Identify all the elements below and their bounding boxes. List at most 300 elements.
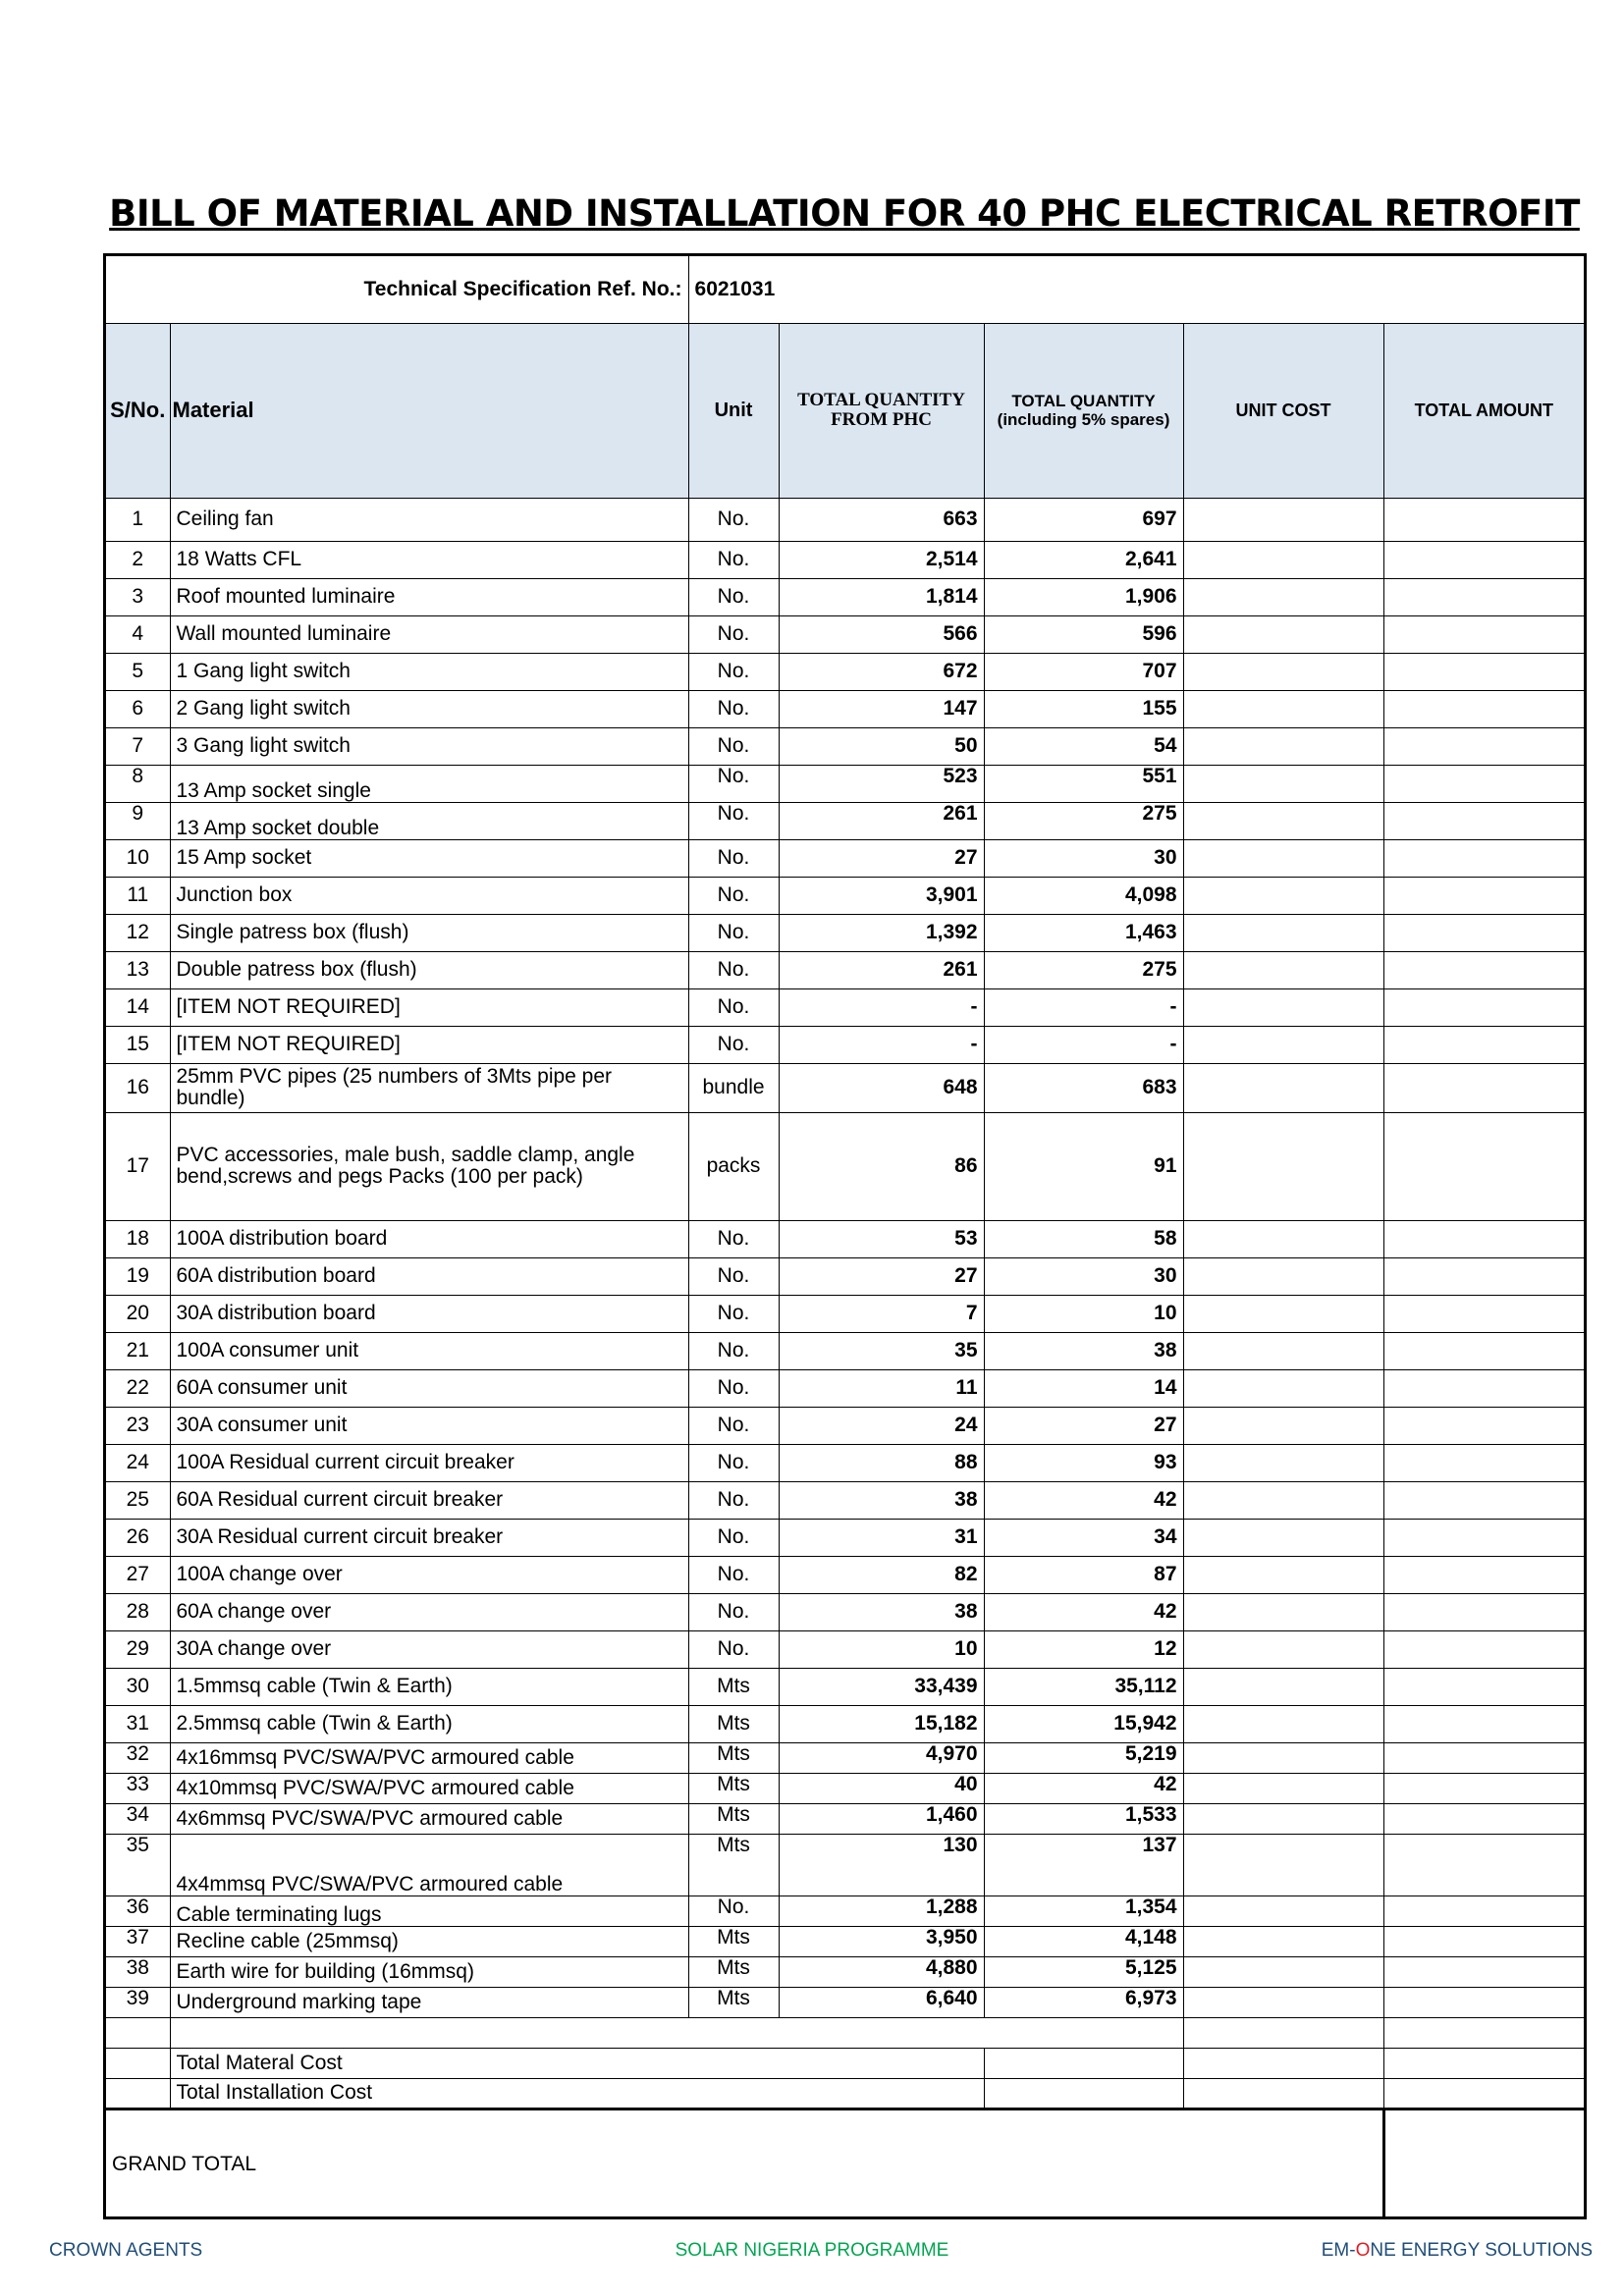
row-unit: packs xyxy=(688,1112,779,1220)
spec-row xyxy=(106,256,1584,323)
row-material: 13 Amp socket double xyxy=(170,802,688,839)
row-sn: 4 xyxy=(106,615,170,653)
row-unit-cost-empty xyxy=(1183,914,1383,951)
row-unit-cost-empty xyxy=(1183,1112,1383,1220)
row-qty-spares: 697 xyxy=(984,498,1183,541)
table-row xyxy=(106,1407,1584,1444)
row-unit-cost-empty xyxy=(1183,1332,1383,1369)
table-row xyxy=(106,1295,1584,1332)
table-row xyxy=(106,1926,1584,1956)
row-total-amount-empty xyxy=(1383,765,1584,802)
row-unit-cost-empty xyxy=(1183,1987,1383,2017)
row-unit: Mts xyxy=(688,1834,779,1896)
row-unit: Mts xyxy=(688,1956,779,1987)
row-total-amount-empty xyxy=(1383,1896,1584,1926)
row-qty-spares: 35,112 xyxy=(984,1668,1183,1705)
row-material: Earth wire for building (16mmsq) xyxy=(170,1956,688,1987)
row-total-amount-empty xyxy=(1383,727,1584,765)
row-sn: 39 xyxy=(106,1987,170,2017)
row-unit-cost-empty xyxy=(1183,765,1383,802)
footer-solar-nigeria: SOLAR NIGERIA PROGRAMME xyxy=(675,2240,949,2261)
row-qty-phc: 10 xyxy=(779,1630,984,1668)
row-qty-spares: 683 xyxy=(984,1063,1183,1112)
row-sn: 25 xyxy=(106,1481,170,1519)
row-unit-cost-empty xyxy=(1183,541,1383,578)
row-material: PVC accessories, male bush, saddle clamp, angle bend,screws and pegs Packs (100 per pack) xyxy=(170,1112,688,1220)
row-total-amount-empty xyxy=(1383,1519,1584,1556)
row-qty-phc: 3,950 xyxy=(779,1926,984,1956)
header-qty-spares-line1: TOTAL QUANTITY xyxy=(1011,392,1156,410)
row-qty-spares: 551 xyxy=(984,765,1183,802)
row-sn: 35 xyxy=(106,1834,170,1896)
row-qty-spares: 34 xyxy=(984,1519,1183,1556)
table-row xyxy=(106,1556,1584,1593)
total-qty-empty xyxy=(984,2078,1183,2109)
table-row xyxy=(106,1956,1584,1987)
table-row xyxy=(106,1220,1584,1257)
row-sn: 26 xyxy=(106,1519,170,1556)
table-row xyxy=(106,1369,1584,1407)
row-unit: No. xyxy=(688,578,779,615)
row-material: Junction box xyxy=(170,877,688,914)
blank-cost xyxy=(1183,2017,1383,2048)
row-material: 18 Watts CFL xyxy=(170,541,688,578)
row-qty-spares: 27 xyxy=(984,1407,1183,1444)
row-qty-phc: 4,970 xyxy=(779,1742,984,1773)
row-total-amount-empty xyxy=(1383,541,1584,578)
row-unit: No. xyxy=(688,765,779,802)
table-row xyxy=(106,541,1584,578)
row-unit: Mts xyxy=(688,1668,779,1705)
row-material: Roof mounted luminaire xyxy=(170,578,688,615)
row-total-amount-empty xyxy=(1383,690,1584,727)
row-total-amount-empty xyxy=(1383,802,1584,839)
row-unit: Mts xyxy=(688,1987,779,2017)
table-row xyxy=(106,1668,1584,1705)
table-row xyxy=(106,1742,1584,1773)
row-material: 13 Amp socket single xyxy=(170,765,688,802)
header-unit-label: Unit xyxy=(714,400,753,421)
row-qty-spares: 10 xyxy=(984,1295,1183,1332)
row-unit-cost-empty xyxy=(1183,1956,1383,1987)
table-row xyxy=(106,690,1584,727)
row-material: 2 Gang light switch xyxy=(170,690,688,727)
row-sn: 7 xyxy=(106,727,170,765)
row-unit: No. xyxy=(688,877,779,914)
row-sn: 12 xyxy=(106,914,170,951)
row-qty-phc: 4,880 xyxy=(779,1956,984,1987)
grand-total-value-empty xyxy=(1383,2109,1584,2218)
table-row xyxy=(106,1773,1584,1803)
header-qty-phc-line2: FROM PHC xyxy=(831,409,932,430)
row-material: 15 Amp socket xyxy=(170,839,688,877)
spec-value: 6021031 xyxy=(688,256,1584,323)
row-qty-spares: 5,219 xyxy=(984,1742,1183,1773)
row-qty-spares: 15,942 xyxy=(984,1705,1183,1742)
table-row xyxy=(106,802,1584,839)
table-row xyxy=(106,1519,1584,1556)
row-total-amount-empty xyxy=(1383,1369,1584,1407)
row-material: 4x6mmsq PVC/SWA/PVC armoured cable xyxy=(170,1803,688,1834)
row-material: Ceiling fan xyxy=(170,498,688,541)
row-unit-cost-empty xyxy=(1183,578,1383,615)
row-sn: 2 xyxy=(106,541,170,578)
total-label: Total Installation Cost xyxy=(170,2078,984,2109)
row-total-amount-empty xyxy=(1383,1834,1584,1896)
table-row xyxy=(106,1705,1584,1742)
row-qty-spares: - xyxy=(984,988,1183,1026)
footer-em-prefix: EM- xyxy=(1321,2240,1356,2261)
row-total-amount-empty xyxy=(1383,1481,1584,1519)
row-qty-spares: 4,098 xyxy=(984,877,1183,914)
row-qty-phc: 38 xyxy=(779,1481,984,1519)
row-sn: 28 xyxy=(106,1593,170,1630)
row-unit: No. xyxy=(688,1630,779,1668)
header-unit-cost: UNIT COST xyxy=(1183,323,1383,498)
row-material: 30A change over xyxy=(170,1630,688,1668)
row-unit-cost-empty xyxy=(1183,1257,1383,1295)
row-qty-spares: 4,148 xyxy=(984,1926,1183,1956)
row-unit: No. xyxy=(688,1444,779,1481)
row-qty-spares: 5,125 xyxy=(984,1956,1183,1987)
table-row xyxy=(106,951,1584,988)
row-material: 1.5mmsq cable (Twin & Earth) xyxy=(170,1668,688,1705)
row-unit-cost-empty xyxy=(1183,1220,1383,1257)
row-total-amount-empty xyxy=(1383,1593,1584,1630)
row-sn: 33 xyxy=(106,1773,170,1803)
row-unit-cost-empty xyxy=(1183,1026,1383,1063)
row-total-amount-empty xyxy=(1383,1444,1584,1481)
row-qty-phc: 261 xyxy=(779,802,984,839)
row-unit: No. xyxy=(688,914,779,951)
row-unit-cost-empty xyxy=(1183,877,1383,914)
row-total-amount-empty xyxy=(1383,1332,1584,1369)
row-sn: 20 xyxy=(106,1295,170,1332)
table-row xyxy=(106,653,1584,690)
row-qty-phc: 50 xyxy=(779,727,984,765)
row-unit: No. xyxy=(688,988,779,1026)
table-row xyxy=(106,727,1584,765)
row-unit-cost-empty xyxy=(1183,1773,1383,1803)
row-qty-phc: 648 xyxy=(779,1063,984,1112)
row-unit-cost-empty xyxy=(1183,1369,1383,1407)
row-unit-cost-empty xyxy=(1183,690,1383,727)
table-row xyxy=(106,578,1584,615)
row-total-amount-empty xyxy=(1383,1668,1584,1705)
blank-row xyxy=(106,2017,1584,2048)
row-unit: Mts xyxy=(688,1742,779,1773)
row-unit-cost-empty xyxy=(1183,1444,1383,1481)
row-unit: No. xyxy=(688,1407,779,1444)
bill-of-material-table xyxy=(106,256,1584,2218)
row-unit: No. xyxy=(688,1295,779,1332)
row-qty-spares: 14 xyxy=(984,1369,1183,1407)
footer-em-one xyxy=(1322,2240,1593,2262)
total-label: Total Materal Cost xyxy=(170,2048,984,2078)
footer-em-red-letter: O xyxy=(1355,2240,1371,2261)
table-row xyxy=(106,1630,1584,1668)
row-unit-cost-empty xyxy=(1183,1063,1383,1112)
total-installation-cost-row xyxy=(106,2078,1584,2109)
row-material: 60A consumer unit xyxy=(170,1369,688,1407)
row-material: 4x16mmsq PVC/SWA/PVC armoured cable xyxy=(170,1742,688,1773)
row-unit: Mts xyxy=(688,1773,779,1803)
row-material: 60A distribution board xyxy=(170,1257,688,1295)
row-qty-phc: - xyxy=(779,1026,984,1063)
row-qty-phc: 11 xyxy=(779,1369,984,1407)
row-sn: 23 xyxy=(106,1407,170,1444)
row-total-amount-empty xyxy=(1383,1956,1584,1987)
row-qty-phc: 672 xyxy=(779,653,984,690)
row-sn: 32 xyxy=(106,1742,170,1773)
row-qty-phc: 86 xyxy=(779,1112,984,1220)
row-qty-phc: 35 xyxy=(779,1332,984,1369)
row-material: 60A Residual current circuit breaker xyxy=(170,1481,688,1519)
table-row xyxy=(106,1332,1584,1369)
row-total-amount-empty xyxy=(1383,1112,1584,1220)
row-qty-spares: 42 xyxy=(984,1593,1183,1630)
header-qty-spares xyxy=(984,323,1183,498)
table-row xyxy=(106,765,1584,802)
row-qty-spares: 54 xyxy=(984,727,1183,765)
row-qty-spares: 93 xyxy=(984,1444,1183,1481)
footer-crown-agents: CROWN AGENTS xyxy=(49,2240,203,2261)
row-unit-cost-empty xyxy=(1183,1630,1383,1668)
row-material: Underground marking tape xyxy=(170,1987,688,2017)
row-qty-phc: 88 xyxy=(779,1444,984,1481)
row-total-amount-empty xyxy=(1383,1257,1584,1295)
spec-label: Technical Specification Ref. No.: xyxy=(106,256,688,323)
table-row xyxy=(106,1481,1584,1519)
row-unit-cost-empty xyxy=(1183,1705,1383,1742)
row-material: Single patress box (flush) xyxy=(170,914,688,951)
row-material: 30A consumer unit xyxy=(170,1407,688,1444)
row-unit: No. xyxy=(688,1257,779,1295)
row-unit-cost-empty xyxy=(1183,1519,1383,1556)
row-sn: 37 xyxy=(106,1926,170,1956)
grand-total-row xyxy=(106,2109,1584,2218)
header-qty-phc xyxy=(779,323,984,498)
row-sn: 9 xyxy=(106,802,170,839)
row-material: [ITEM NOT REQUIRED] xyxy=(170,1026,688,1063)
row-sn: 18 xyxy=(106,1220,170,1257)
row-unit-cost-empty xyxy=(1183,1481,1383,1519)
total-material-cost-row xyxy=(106,2048,1584,2078)
row-unit-cost-empty xyxy=(1183,1407,1383,1444)
row-qty-spares: 30 xyxy=(984,1257,1183,1295)
row-qty-phc: 2,514 xyxy=(779,541,984,578)
row-total-amount-empty xyxy=(1383,1630,1584,1668)
row-material: Wall mounted luminaire xyxy=(170,615,688,653)
row-total-amount-empty xyxy=(1383,1295,1584,1332)
blank-span xyxy=(170,2017,1183,2048)
row-qty-phc: 147 xyxy=(779,690,984,727)
row-qty-phc: 6,640 xyxy=(779,1987,984,2017)
row-unit: No. xyxy=(688,653,779,690)
row-unit: No. xyxy=(688,541,779,578)
total-sn-empty xyxy=(106,2048,170,2078)
row-qty-spares: 1,906 xyxy=(984,578,1183,615)
row-qty-phc: 33,439 xyxy=(779,1668,984,1705)
row-material: 4x4mmsq PVC/SWA/PVC armoured cable xyxy=(170,1834,688,1896)
table-row xyxy=(106,1444,1584,1481)
row-qty-phc: 130 xyxy=(779,1834,984,1896)
row-unit-cost-empty xyxy=(1183,1593,1383,1630)
row-unit-cost-empty xyxy=(1183,498,1383,541)
table-row xyxy=(106,1987,1584,2017)
row-qty-spares: 38 xyxy=(984,1332,1183,1369)
row-sn: 24 xyxy=(106,1444,170,1481)
header-total-amount: TOTAL AMOUNT xyxy=(1383,323,1584,498)
row-qty-spares: 58 xyxy=(984,1220,1183,1257)
row-sn: 15 xyxy=(106,1026,170,1063)
row-qty-spares: 91 xyxy=(984,1112,1183,1220)
table-row xyxy=(106,615,1584,653)
row-unit-cost-empty xyxy=(1183,615,1383,653)
row-sn: 36 xyxy=(106,1896,170,1926)
row-qty-phc: 1,814 xyxy=(779,578,984,615)
table-row xyxy=(106,1803,1584,1834)
header-qty-spares-line2: (including 5% spares) xyxy=(997,410,1170,429)
row-total-amount-empty xyxy=(1383,1026,1584,1063)
table-row xyxy=(106,1112,1584,1220)
row-sn: 13 xyxy=(106,951,170,988)
row-total-amount-empty xyxy=(1383,1773,1584,1803)
row-material: 30A distribution board xyxy=(170,1295,688,1332)
row-unit-cost-empty xyxy=(1183,1926,1383,1956)
row-material: Double patress box (flush) xyxy=(170,951,688,988)
row-sn: 38 xyxy=(106,1956,170,1987)
row-total-amount-empty xyxy=(1383,1926,1584,1956)
row-material: 25mm PVC pipes (25 numbers of 3Mts pipe per bundle) xyxy=(170,1063,688,1112)
row-total-amount-empty xyxy=(1383,951,1584,988)
row-sn: 16 xyxy=(106,1063,170,1112)
total-amount-empty xyxy=(1383,2078,1584,2109)
table-row xyxy=(106,1834,1584,1896)
row-qty-phc: 566 xyxy=(779,615,984,653)
row-qty-spares: - xyxy=(984,1026,1183,1063)
header-material: Material xyxy=(170,323,688,498)
row-sn: 1 xyxy=(106,498,170,541)
row-unit-cost-empty xyxy=(1183,988,1383,1026)
table-row xyxy=(106,877,1584,914)
row-unit: Mts xyxy=(688,1926,779,1956)
header-sn: S/No. xyxy=(106,323,170,498)
row-material: 1 Gang light switch xyxy=(170,653,688,690)
row-total-amount-empty xyxy=(1383,1556,1584,1593)
row-unit: No. xyxy=(688,1026,779,1063)
row-total-amount-empty xyxy=(1383,653,1584,690)
row-total-amount-empty xyxy=(1383,498,1584,541)
row-total-amount-empty xyxy=(1383,1803,1584,1834)
row-qty-spares: 1,533 xyxy=(984,1803,1183,1834)
table-row xyxy=(106,914,1584,951)
row-qty-phc: 38 xyxy=(779,1593,984,1630)
row-qty-phc: 1,392 xyxy=(779,914,984,951)
row-unit-cost-empty xyxy=(1183,839,1383,877)
row-sn: 22 xyxy=(106,1369,170,1407)
row-material: 2.5mmsq cable (Twin & Earth) xyxy=(170,1705,688,1742)
table-row xyxy=(106,988,1584,1026)
total-sn-empty xyxy=(106,2078,170,2109)
row-qty-phc: 27 xyxy=(779,839,984,877)
grand-total-label: GRAND TOTAL xyxy=(106,2109,1383,2218)
row-unit-cost-empty xyxy=(1183,727,1383,765)
row-qty-phc: 7 xyxy=(779,1295,984,1332)
row-unit-cost-empty xyxy=(1183,1834,1383,1896)
row-qty-phc: 24 xyxy=(779,1407,984,1444)
row-material: 100A distribution board xyxy=(170,1220,688,1257)
row-total-amount-empty xyxy=(1383,1220,1584,1257)
row-qty-phc: 663 xyxy=(779,498,984,541)
row-qty-spares: 275 xyxy=(984,951,1183,988)
row-unit: No. xyxy=(688,1593,779,1630)
row-total-amount-empty xyxy=(1383,615,1584,653)
footer-em-rest: NE ENERGY SOLUTIONS xyxy=(1370,2240,1593,2261)
row-qty-phc: 261 xyxy=(779,951,984,988)
row-qty-spares: 275 xyxy=(984,802,1183,839)
total-amount-empty xyxy=(1383,2048,1584,2078)
row-total-amount-empty xyxy=(1383,1063,1584,1112)
row-sn: 6 xyxy=(106,690,170,727)
row-total-amount-empty xyxy=(1383,914,1584,951)
row-sn: 29 xyxy=(106,1630,170,1668)
row-unit: No. xyxy=(688,1220,779,1257)
row-qty-spares: 6,973 xyxy=(984,1987,1183,2017)
row-unit-cost-empty xyxy=(1183,1803,1383,1834)
row-material: 30A Residual current circuit breaker xyxy=(170,1519,688,1556)
row-unit: No. xyxy=(688,727,779,765)
total-cost-empty xyxy=(1183,2048,1383,2078)
row-sn: 5 xyxy=(106,653,170,690)
row-qty-spares: 30 xyxy=(984,839,1183,877)
total-qty-empty xyxy=(984,2048,1183,2078)
row-material: 100A change over xyxy=(170,1556,688,1593)
row-qty-phc: 27 xyxy=(779,1257,984,1295)
row-material: 100A consumer unit xyxy=(170,1332,688,1369)
row-total-amount-empty xyxy=(1383,988,1584,1026)
row-qty-spares: 596 xyxy=(984,615,1183,653)
header-unit xyxy=(688,323,779,498)
row-unit-cost-empty xyxy=(1183,1295,1383,1332)
row-qty-phc: - xyxy=(779,988,984,1026)
table-row xyxy=(106,1026,1584,1063)
row-sn: 30 xyxy=(106,1668,170,1705)
row-sn: 17 xyxy=(106,1112,170,1220)
row-qty-spares: 2,641 xyxy=(984,541,1183,578)
row-unit: No. xyxy=(688,1556,779,1593)
row-qty-phc: 40 xyxy=(779,1773,984,1803)
row-sn: 11 xyxy=(106,877,170,914)
row-qty-spares: 42 xyxy=(984,1773,1183,1803)
row-total-amount-empty xyxy=(1383,839,1584,877)
row-material: 3 Gang light switch xyxy=(170,727,688,765)
row-qty-phc: 523 xyxy=(779,765,984,802)
row-qty-phc: 82 xyxy=(779,1556,984,1593)
row-material: 4x10mmsq PVC/SWA/PVC armoured cable xyxy=(170,1773,688,1803)
table-row xyxy=(106,1257,1584,1295)
row-unit: No. xyxy=(688,802,779,839)
row-qty-spares: 1,463 xyxy=(984,914,1183,951)
row-material: 100A Residual current circuit breaker xyxy=(170,1444,688,1481)
row-qty-phc: 3,901 xyxy=(779,877,984,914)
row-unit-cost-empty xyxy=(1183,1742,1383,1773)
blank-sn xyxy=(106,2017,170,2048)
row-unit: No. xyxy=(688,839,779,877)
header-row xyxy=(106,323,1584,498)
row-total-amount-empty xyxy=(1383,1705,1584,1742)
row-total-amount-empty xyxy=(1383,1407,1584,1444)
